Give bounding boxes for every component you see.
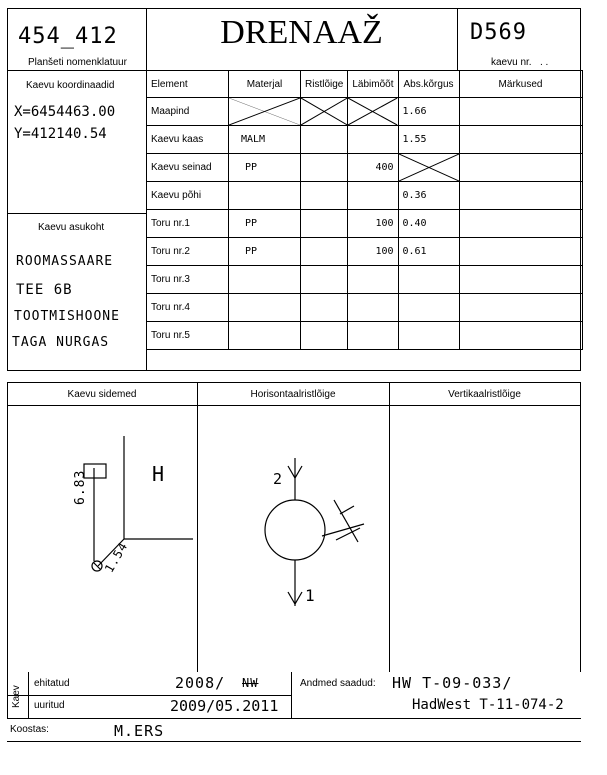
header-notes: Märkused: [459, 71, 582, 98]
row-element: Toru nr.2: [147, 238, 229, 266]
row-cross-section: [301, 266, 348, 294]
row-diameter: [348, 182, 398, 210]
row-height: [398, 266, 459, 294]
location-label: Kaevu asukoht: [38, 222, 105, 233]
row-material: [229, 182, 301, 210]
location-line-1: ROOMASSAARE: [16, 254, 114, 269]
row-height: 0.61: [398, 238, 459, 266]
crossed-cell: [301, 98, 348, 126]
built-struck-value: NW: [242, 676, 259, 690]
built-label: ehitatud: [34, 678, 70, 689]
table-row: [147, 210, 583, 238]
row-cross-section: [301, 294, 348, 322]
data-source-label: Andmed saadud:: [300, 678, 376, 689]
coordinates-label: Kaevu koordinaadid: [26, 80, 115, 91]
table-row: [147, 266, 583, 294]
row-element: Maapind: [147, 98, 229, 126]
row-element: Toru nr.1: [147, 210, 229, 238]
row-notes: [459, 322, 582, 350]
row-notes: [459, 182, 582, 210]
location-line-3: TOOTMISHOONE: [14, 309, 120, 324]
row-diameter: [348, 126, 398, 154]
header-diameter: Läbimõõt: [348, 71, 398, 98]
coordinate-x: X=6454463.00: [14, 104, 116, 120]
table-row: [147, 182, 583, 210]
cancel-mark: [340, 506, 354, 514]
vertical-section-label: Vertikaalristlõige: [448, 389, 521, 400]
row-diameter: [348, 266, 398, 294]
row-cross-section: [301, 238, 348, 266]
header-element: Element: [147, 71, 229, 98]
table-row: [147, 294, 583, 322]
author-value: M.ERS: [114, 722, 165, 740]
well-number: D569: [470, 20, 527, 45]
cancel-mark: [334, 500, 358, 542]
distance-label-1: 6.83: [73, 469, 88, 505]
row-notes: [459, 154, 582, 182]
well-label: kaevu nr.: [491, 57, 532, 68]
row-element: Kaevu kaas: [147, 126, 229, 154]
links-label: Kaevu sidemed: [67, 389, 137, 400]
data-source-value-1: HW T-09-033/: [392, 674, 513, 692]
crossed-cell: [229, 98, 301, 126]
table-row: [147, 322, 583, 350]
row-material: [229, 294, 301, 322]
page-title: DRENAAŽ: [220, 14, 383, 51]
row-cross-section: [301, 210, 348, 238]
row-material: PP: [229, 154, 301, 182]
row-cross-section: [301, 126, 348, 154]
row-diameter: 100: [348, 238, 398, 266]
sheet-label: Planšeti nomenklatuur: [28, 57, 127, 68]
row-material: [229, 266, 301, 294]
header-cross-section: Ristlõige: [301, 71, 348, 98]
row-diameter: [348, 294, 398, 322]
row-diameter: 100: [348, 210, 398, 238]
row-notes: [459, 210, 582, 238]
table-row: [147, 154, 583, 182]
elements-table: [146, 70, 583, 350]
row-element: Toru nr.5: [147, 322, 229, 350]
row-height: 0.36: [398, 182, 459, 210]
updated-value: 2009/05.2011: [170, 697, 279, 715]
row-notes: [459, 126, 582, 154]
row-material: [229, 322, 301, 350]
row-height: 1.55: [398, 126, 459, 154]
updated-label: uuritud: [34, 700, 65, 711]
data-source-value-2: HadWest T-11-074-2: [412, 697, 564, 713]
row-diameter: 400: [348, 154, 398, 182]
row-cross-section: [301, 154, 348, 182]
header-abs-height: Abs.kõrgus: [398, 71, 459, 98]
row-notes: [459, 238, 582, 266]
building-h-label: H: [152, 462, 166, 486]
horizontal-section-label: Horisontaalristlõige: [250, 389, 336, 400]
location-line-4: TAGA NURGAS: [12, 335, 110, 350]
row-height: 0.40: [398, 210, 459, 238]
crossed-cell: [398, 154, 459, 182]
row-element: Kaevu seinad: [147, 154, 229, 182]
table-row: [147, 238, 583, 266]
row-material: PP: [229, 210, 301, 238]
table-row: [147, 126, 583, 154]
row-notes: [459, 98, 582, 126]
horizontal-section-sketch: [198, 406, 388, 671]
well-circle: [265, 500, 325, 560]
row-height: [398, 322, 459, 350]
well-label-dots: . .: [540, 57, 549, 68]
row-notes: [459, 294, 582, 322]
pipe-crossed: [322, 524, 364, 536]
header-material: Materjal: [229, 71, 301, 98]
coordinate-y: Y=412140.54: [14, 126, 107, 142]
row-height: [398, 294, 459, 322]
row-element: Kaevu põhi: [147, 182, 229, 210]
pipe-label-2: 2: [273, 470, 284, 488]
table-row: [147, 98, 583, 126]
pipe-label-1: 1: [305, 586, 316, 605]
row-material: MALM: [229, 126, 301, 154]
row-element: Toru nr.4: [147, 294, 229, 322]
table-header-row: [147, 71, 583, 98]
distance-label-2: 1.54: [102, 539, 131, 575]
row-height: 1.66: [398, 98, 459, 126]
well-side-label: Kaev: [11, 685, 22, 708]
row-diameter: [348, 322, 398, 350]
well-marker-mark: [94, 563, 100, 569]
built-value: 2008/: [175, 674, 226, 692]
row-material: PP: [229, 238, 301, 266]
row-element: Toru nr.3: [147, 266, 229, 294]
sheet-number: 454_412: [18, 24, 118, 49]
links-sketch: [8, 406, 196, 671]
crossed-cell: [348, 98, 398, 126]
row-cross-section: [301, 322, 348, 350]
location-line-2: TEE 6B: [16, 282, 73, 298]
author-label: Koostas:: [10, 724, 49, 735]
row-notes: [459, 266, 582, 294]
row-cross-section: [301, 182, 348, 210]
